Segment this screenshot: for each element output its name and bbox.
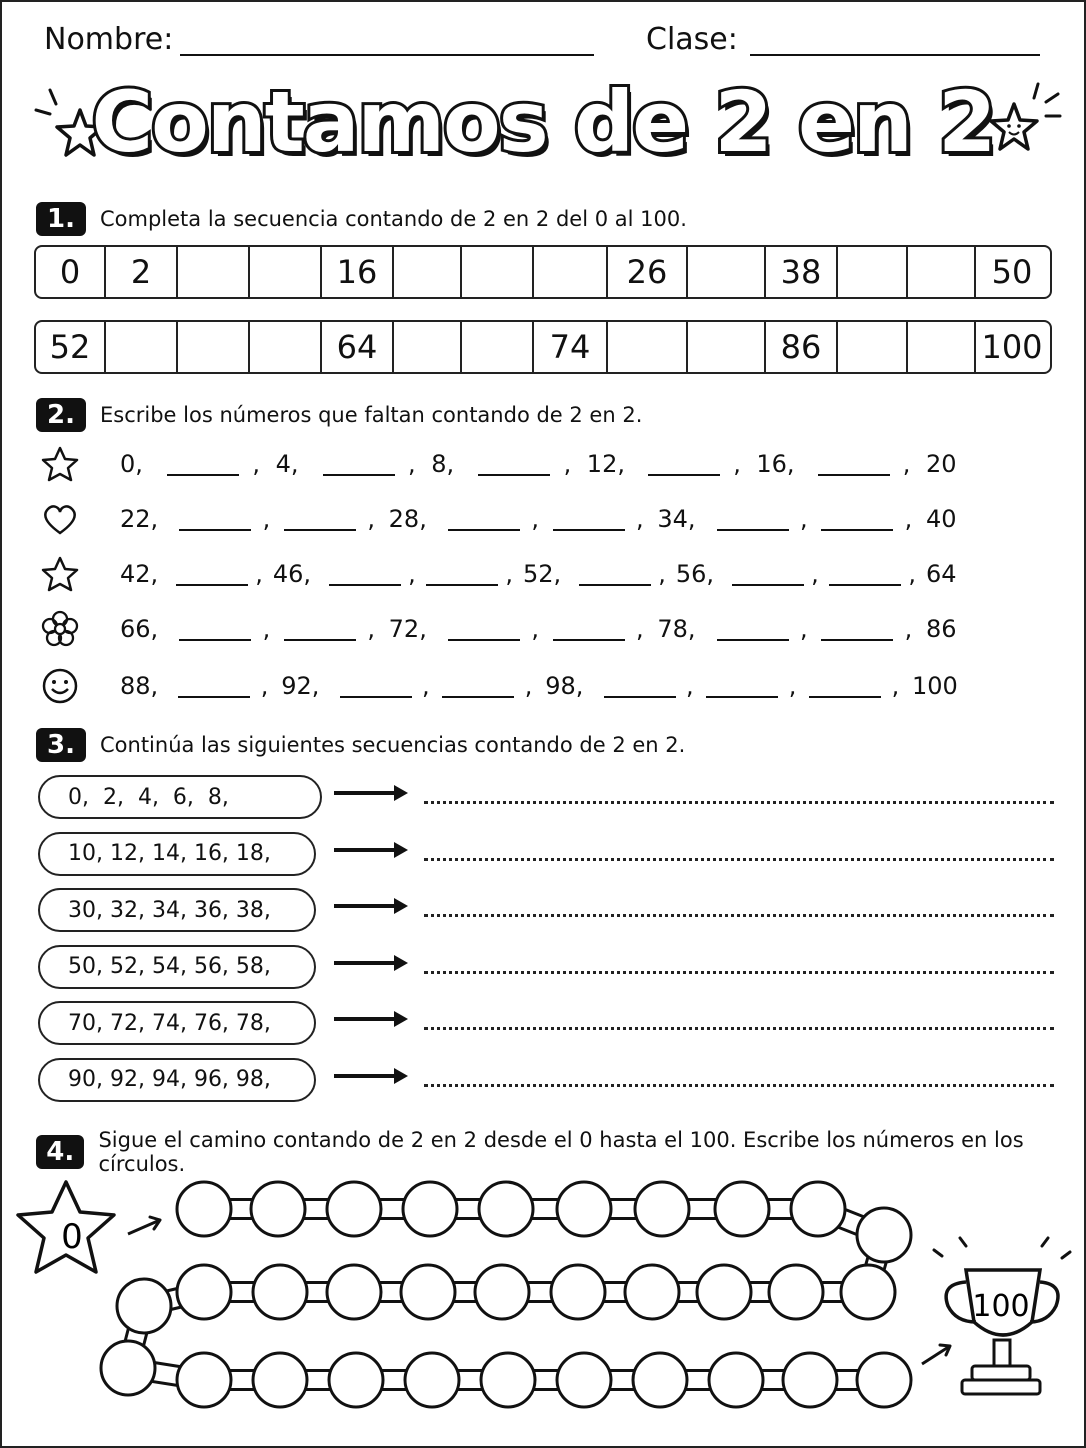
given-number: 16,	[756, 450, 795, 478]
grid-cell-blank[interactable]	[688, 322, 766, 372]
answer-blank[interactable]	[648, 474, 720, 476]
name-label-text: Nombre:	[44, 22, 174, 57]
answer-blank[interactable]	[478, 474, 550, 476]
grid-cell-blank[interactable]	[250, 322, 322, 372]
path-circle[interactable]	[479, 1182, 533, 1236]
given-number: 64	[926, 560, 957, 588]
comma-separator: ,	[636, 505, 644, 533]
grid-cell-blank[interactable]	[838, 322, 908, 372]
grid-cell-blank[interactable]	[462, 247, 534, 297]
given-number: 100	[912, 672, 958, 700]
path-circle[interactable]	[857, 1353, 911, 1407]
sequence-start-text: 0, 2, 4, 6, 8,	[68, 784, 229, 810]
grid-cell-blank[interactable]	[106, 322, 178, 372]
grid-cell-given: 52	[36, 322, 106, 372]
path-circle[interactable]	[329, 1353, 383, 1407]
start-number: 0	[61, 1217, 83, 1257]
answer-blank[interactable]	[706, 696, 778, 698]
answer-blank[interactable]	[442, 696, 514, 698]
class-label	[646, 22, 738, 57]
path-circle[interactable]	[557, 1353, 611, 1407]
answer-blank[interactable]	[818, 474, 890, 476]
class-label-text: Clase:	[646, 22, 738, 57]
path-circle[interactable]	[625, 1265, 679, 1319]
answer-blank[interactable]	[829, 584, 901, 586]
comma-separator: ,	[524, 672, 533, 700]
answer-blank[interactable]	[323, 474, 395, 476]
sequence-start-text: 10, 12, 14, 16, 18,	[68, 841, 271, 866]
path-circle[interactable]	[327, 1182, 381, 1236]
comma-separator: ,	[422, 672, 430, 700]
name-label	[44, 22, 173, 57]
given-number: 22,	[120, 505, 159, 533]
section-1-heading	[36, 202, 687, 236]
given-number: 8,	[431, 450, 455, 478]
grid-cell-given: 2	[106, 247, 178, 297]
answer-blank[interactable]	[732, 584, 804, 586]
path-circle[interactable]	[551, 1265, 605, 1319]
path-circle[interactable]	[783, 1353, 837, 1407]
sequence-start-text: 50, 52, 54, 56, 58,	[68, 954, 271, 979]
comma-separator: ,	[733, 450, 741, 478]
grid-cell-given: 38	[766, 247, 838, 297]
given-number: 42,	[120, 560, 159, 588]
smiley-icon	[40, 666, 80, 706]
given-number: 0,	[120, 450, 143, 478]
sequence-cloud	[38, 775, 322, 819]
path-circle[interactable]	[403, 1182, 457, 1236]
comma-separator: ,	[800, 615, 808, 643]
grid-cell-blank[interactable]	[462, 322, 534, 372]
right-arrow-icon	[332, 953, 410, 973]
sequence-cloud	[38, 1001, 316, 1045]
answer-blank[interactable]	[604, 696, 676, 698]
given-number: 72,	[388, 615, 427, 643]
grid-cell-given: 16	[322, 247, 394, 297]
given-number: 52,	[523, 560, 562, 588]
right-arrow-icon	[332, 1066, 410, 1086]
missing-numbers-row	[0, 554, 1086, 594]
sequence-cloud	[38, 1058, 316, 1102]
comma-separator: ,	[408, 450, 416, 478]
path-circle[interactable]	[697, 1265, 751, 1319]
answer-blank[interactable]	[821, 639, 893, 641]
number-path	[0, 1170, 1086, 1448]
path-circle[interactable]	[557, 1182, 611, 1236]
grid-cell-blank[interactable]	[394, 247, 462, 297]
sequence-start-text: 70, 72, 74, 76, 78,	[68, 1010, 271, 1036]
path-circle[interactable]	[769, 1265, 823, 1319]
given-number: 34,	[657, 505, 696, 533]
given-number: 4,	[275, 450, 299, 478]
grid-cell-blank[interactable]	[250, 247, 322, 297]
path-circle[interactable]	[635, 1182, 689, 1236]
path-circle[interactable]	[791, 1182, 845, 1236]
grid-cell-given: 0	[36, 247, 106, 297]
path-circle[interactable]	[715, 1182, 769, 1236]
path-circle[interactable]	[101, 1341, 155, 1395]
comma-separator: ,	[531, 505, 539, 533]
comma-separator: ,	[811, 560, 819, 588]
comma-separator: ,	[563, 450, 572, 478]
path-circle[interactable]	[177, 1265, 231, 1319]
answer-blank[interactable]	[426, 584, 498, 586]
answer-blank[interactable]	[284, 639, 356, 641]
grid-cell-given: 64	[322, 322, 394, 372]
answer-dotted-line[interactable]	[424, 1084, 1054, 1087]
comma-separator: ,	[788, 672, 797, 700]
section-3-heading	[36, 728, 685, 762]
grid-cell-given: 50	[991, 253, 1033, 291]
path-circle[interactable]	[253, 1265, 307, 1319]
comma-separator: ,	[255, 560, 263, 588]
path-circle[interactable]	[709, 1353, 763, 1407]
comma-separator: ,	[252, 450, 261, 478]
path-circle[interactable]	[405, 1353, 459, 1407]
comma-separator: ,	[800, 505, 808, 533]
grid-cell-blank[interactable]	[908, 247, 976, 297]
path-circle[interactable]	[401, 1265, 455, 1319]
grid-cell-blank[interactable]	[608, 322, 688, 372]
grid-cell-given: 26	[608, 247, 688, 297]
comma-separator: ,	[262, 615, 271, 643]
right-arrow-icon	[332, 1009, 410, 1029]
section-4-instruction: Sigue el camino contando de 2 en 2 desde el 0 hasta el 100. Escribe los números en los círculos.	[98, 1128, 1024, 1176]
right-arrow-icon	[332, 840, 410, 860]
given-number: 98,	[545, 672, 584, 700]
comma-separator: ,	[367, 615, 375, 643]
answer-blank[interactable]	[176, 584, 248, 586]
answer-blank[interactable]	[178, 696, 250, 698]
comma-separator: ,	[904, 615, 913, 643]
right-smiling-star-icon	[980, 76, 1070, 166]
sequence-cloud	[38, 888, 316, 932]
grid-cell-given: 74	[534, 322, 608, 372]
path-circle[interactable]	[253, 1353, 307, 1407]
heart-icon	[40, 499, 80, 539]
given-number: 46,	[272, 560, 312, 588]
comma-separator: ,	[636, 615, 644, 643]
end-number: 100	[972, 1289, 1030, 1324]
comma-separator: ,	[260, 672, 269, 700]
answer-dotted-line[interactable]	[424, 801, 1054, 804]
given-number: 88,	[120, 672, 159, 700]
comma-separator: ,	[902, 450, 911, 478]
comma-separator: ,	[908, 560, 917, 588]
path-circle[interactable]	[177, 1353, 231, 1407]
star-icon	[40, 444, 80, 484]
answer-blank[interactable]	[179, 639, 251, 641]
section-4-number: 4.	[36, 1135, 84, 1169]
flower-icon	[40, 609, 80, 649]
grid-cell-blank[interactable]	[908, 322, 976, 372]
path-circle[interactable]	[481, 1353, 535, 1407]
section-3-instruction: Continúa las siguientes secuencias contando de 2 en 2.	[100, 733, 686, 757]
sequence-start-text: 90, 92, 94, 96, 98,	[68, 1067, 271, 1092]
missing-numbers-row	[0, 499, 1086, 539]
answer-blank[interactable]	[717, 529, 789, 531]
answer-blank[interactable]	[284, 529, 356, 531]
missing-numbers-row	[0, 609, 1086, 649]
section-3-number: 3.	[36, 728, 86, 762]
comma-separator: ,	[367, 505, 375, 533]
given-number: 78,	[657, 615, 696, 643]
answer-dotted-line[interactable]	[424, 858, 1054, 861]
answer-blank[interactable]	[329, 584, 401, 586]
path-circle[interactable]	[841, 1265, 895, 1319]
sequence-grid-row-1	[34, 245, 1052, 299]
given-number: 20	[926, 450, 957, 478]
answer-blank[interactable]	[448, 639, 520, 641]
comma-separator: ,	[686, 672, 694, 700]
answer-blank[interactable]	[553, 529, 625, 531]
given-number: 92,	[281, 672, 320, 700]
answer-blank[interactable]	[167, 474, 239, 476]
section-1-number: 1.	[36, 202, 86, 236]
section-1-instruction: Completa la secuencia contando de 2 en 2 del 0 al 100.	[100, 207, 687, 231]
section-4-heading	[36, 1128, 1086, 1176]
given-number: 12,	[586, 450, 625, 478]
answer-blank[interactable]	[821, 529, 893, 531]
answer-blank[interactable]	[717, 639, 789, 641]
comma-separator: ,	[262, 505, 271, 533]
comma-separator: ,	[505, 560, 514, 588]
path-circle[interactable]	[251, 1182, 305, 1236]
trophy-icon	[934, 1238, 1070, 1394]
given-number: 86	[926, 615, 957, 643]
right-arrow-icon	[332, 896, 410, 916]
comma-separator: ,	[891, 672, 900, 700]
sequence-grid-row-2	[34, 320, 1052, 374]
sequence-cloud	[38, 945, 316, 989]
page-title: Contamos de 2 en 2	[91, 73, 995, 171]
answer-dotted-line[interactable]	[424, 1027, 1054, 1030]
section-2-instruction: Escribe los números que faltan contando de 2 en 2.	[100, 403, 643, 427]
sequence-start-text: 30, 32, 34, 36, 38,	[68, 897, 271, 923]
comma-separator: ,	[408, 560, 416, 588]
comma-separator: ,	[904, 505, 913, 533]
path-circle[interactable]	[475, 1265, 529, 1319]
answer-blank[interactable]	[553, 639, 625, 641]
path-circle[interactable]	[327, 1265, 381, 1319]
section-2-heading	[36, 398, 642, 432]
given-number: 28,	[388, 505, 427, 533]
answer-blank[interactable]	[179, 529, 251, 531]
path-circle[interactable]	[633, 1353, 687, 1407]
comma-separator: ,	[658, 560, 666, 588]
given-number: 40	[926, 505, 957, 533]
answer-blank[interactable]	[448, 529, 520, 531]
class-field[interactable]	[750, 54, 1040, 56]
grid-cell-blank[interactable]	[688, 247, 766, 297]
path-circle[interactable]	[177, 1182, 231, 1236]
sequence-cloud	[38, 832, 316, 876]
given-number: 66,	[120, 615, 159, 643]
path-circle[interactable]	[117, 1279, 171, 1333]
star-icon	[40, 554, 80, 594]
grid-cell-blank[interactable]	[178, 322, 250, 372]
grid-cell-blank[interactable]	[838, 247, 908, 297]
answer-blank[interactable]	[340, 696, 412, 698]
grid-cell-blank[interactable]	[534, 247, 608, 297]
grid-cell-given: 86	[766, 322, 838, 372]
grid-cell-blank[interactable]	[394, 322, 462, 372]
grid-cell-blank[interactable]	[178, 247, 250, 297]
given-number: 56,	[675, 560, 715, 588]
right-arrow-icon	[332, 783, 410, 803]
grid-cell-given: 100	[981, 328, 1043, 366]
answer-dotted-line[interactable]	[424, 914, 1054, 917]
answer-blank[interactable]	[809, 696, 881, 698]
answer-blank[interactable]	[579, 584, 651, 586]
comma-separator: ,	[531, 615, 539, 643]
answer-dotted-line[interactable]	[424, 971, 1054, 974]
missing-numbers-row	[0, 444, 1086, 484]
section-2-number: 2.	[36, 398, 86, 432]
missing-numbers-row	[0, 666, 1086, 706]
path-circle[interactable]	[857, 1208, 911, 1262]
name-field[interactable]	[180, 54, 594, 56]
